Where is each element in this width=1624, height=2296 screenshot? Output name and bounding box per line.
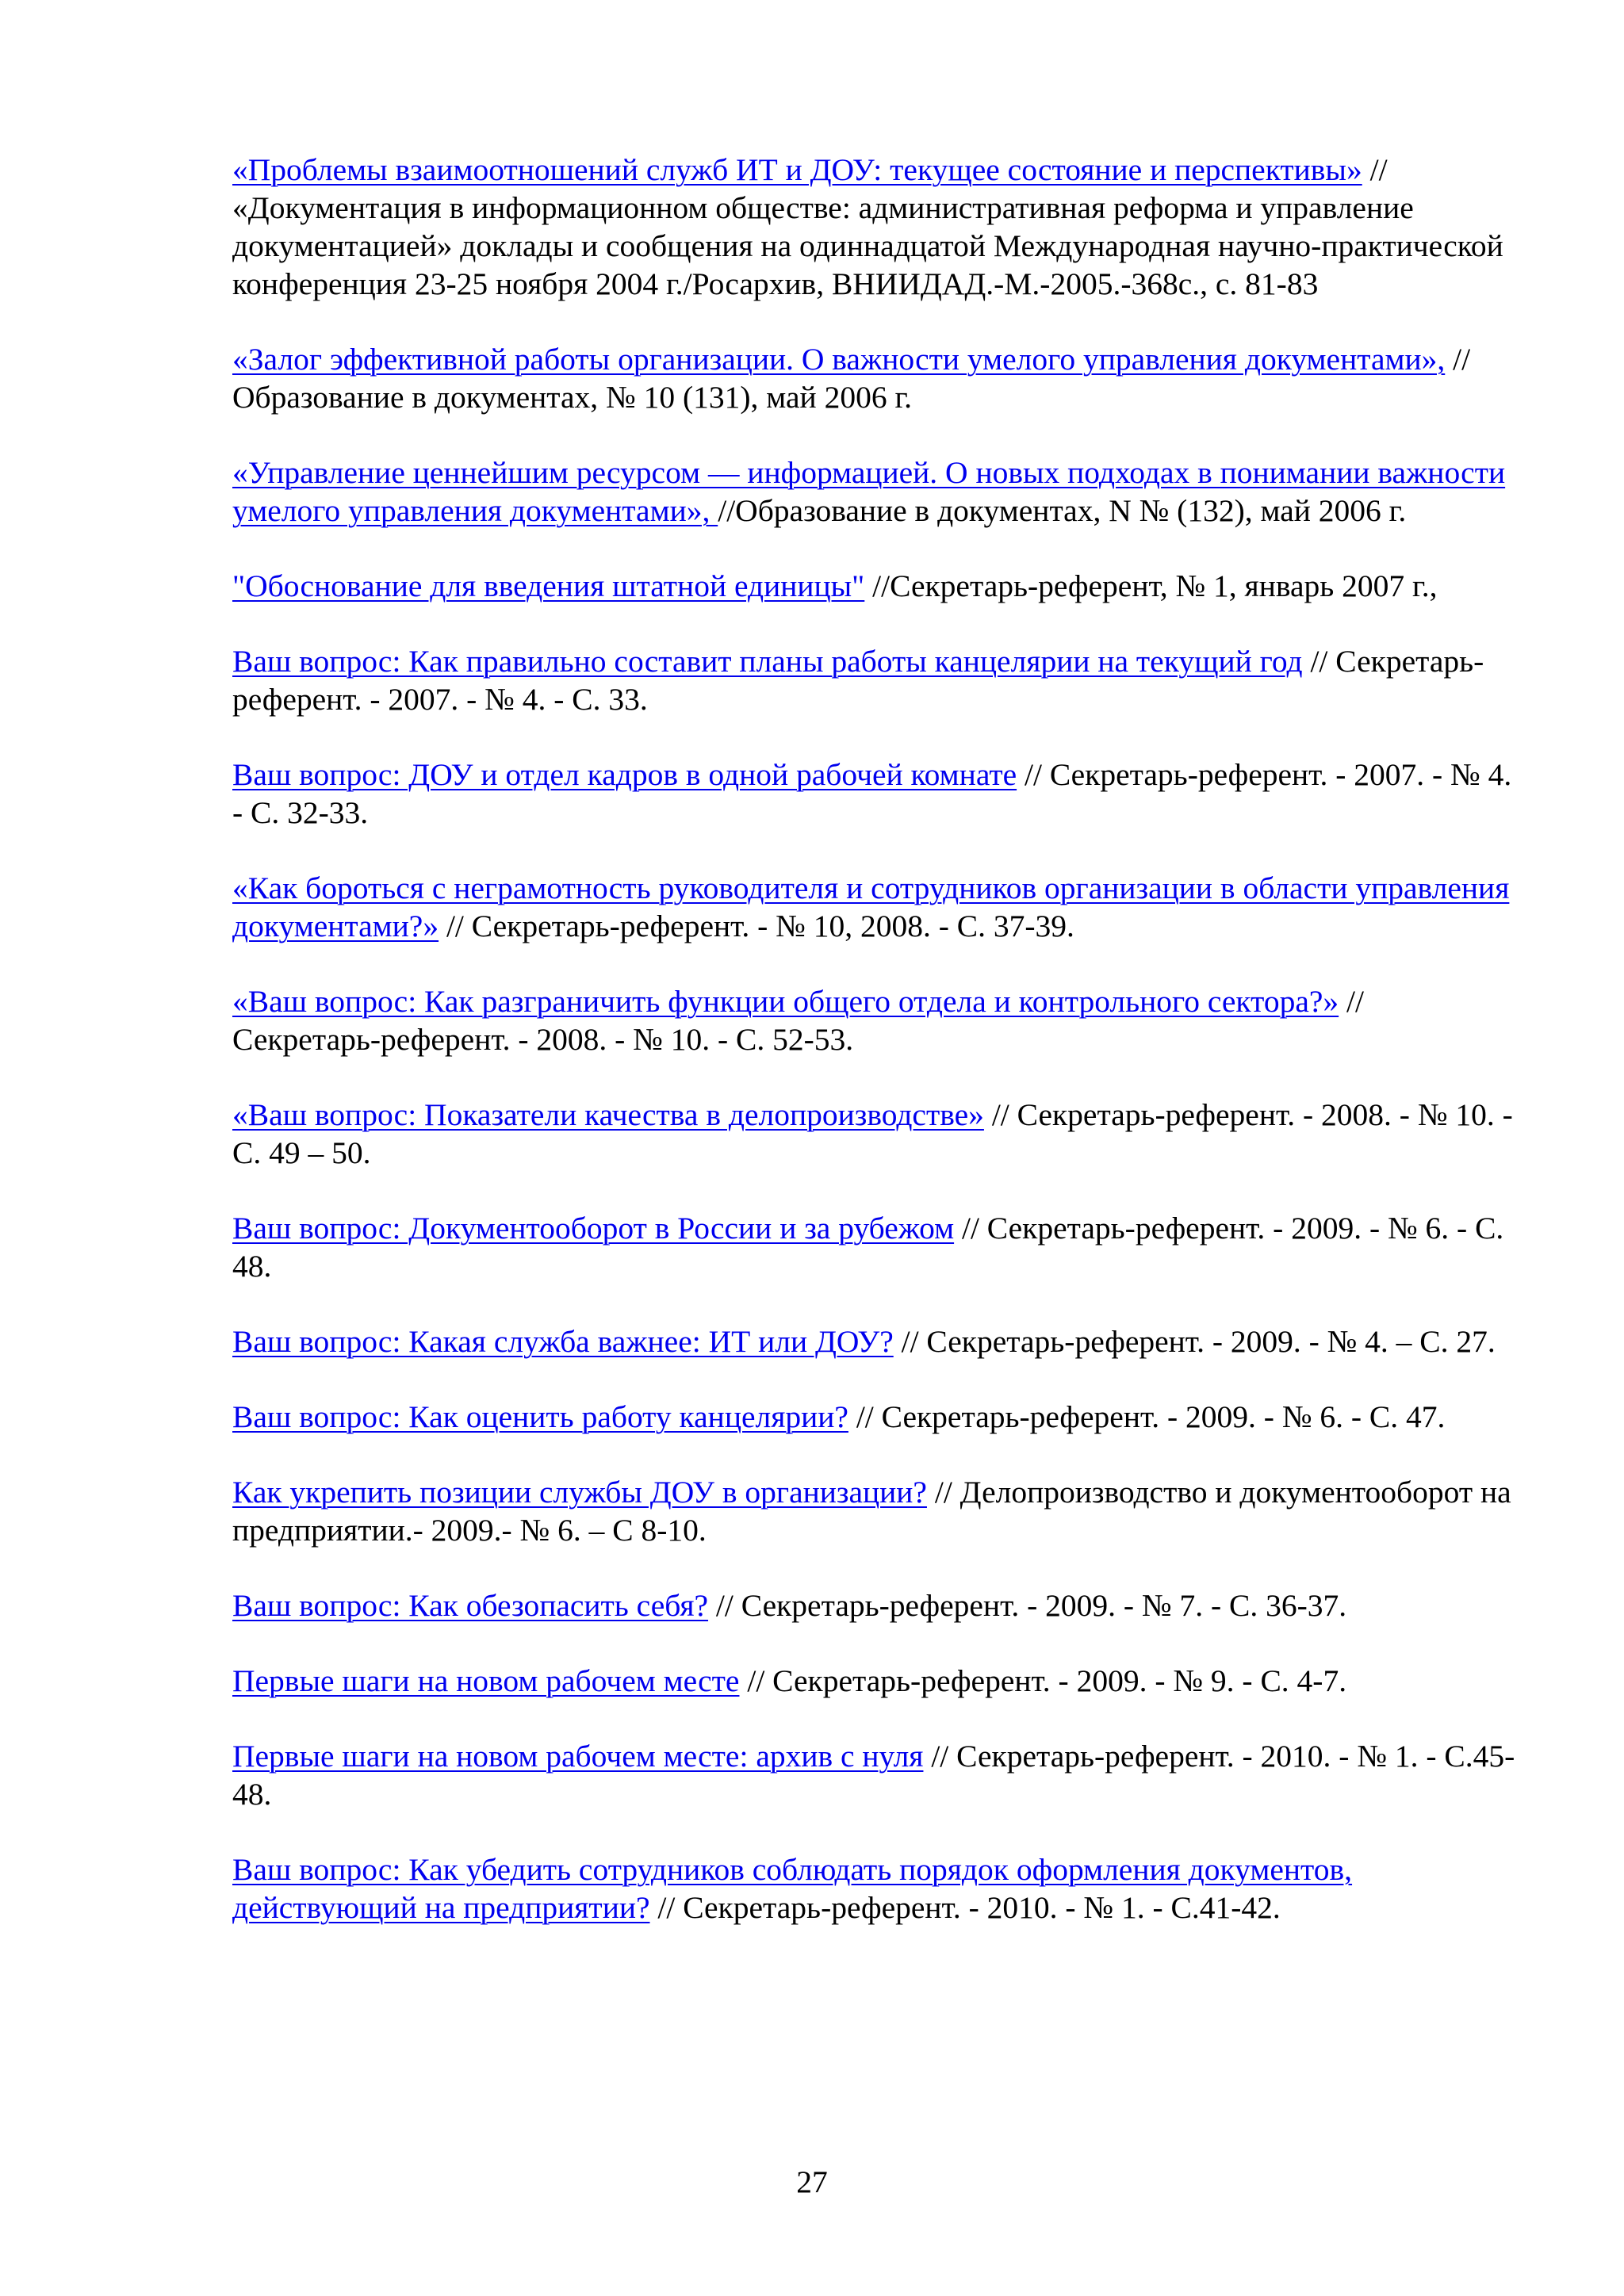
bibliography-entry	[232, 1662, 1517, 1700]
bibliography-entry	[232, 982, 1517, 1058]
entry-citation: // Секретарь-референт. - 2009. - № 7. - С. 36-37.	[708, 1588, 1347, 1623]
entry-link[interactable]: «Как бороться с неграмотность руководителя и сотрудников организации в области управления документами?»	[232, 871, 1510, 943]
bibliography-entry	[232, 1096, 1517, 1172]
entry-link[interactable]: Первые шаги на новом рабочем месте	[232, 1663, 740, 1698]
entry-citation: // Образование в документах, № 10 (131), май 2006 г.	[232, 342, 1471, 415]
entry-citation: // Делопроизводство и документооборот на предприятии.- 2009.- № 6. – С 8-10.	[232, 1475, 1511, 1548]
entry-link[interactable]: Ваш вопрос: Как правильно составит планы работы канцелярии на текущий год	[232, 644, 1303, 679]
entry-link[interactable]: «Ваш вопрос: Как разграничить функции общего отдела и контрольного сектора?»	[232, 984, 1339, 1019]
entry-link[interactable]: Ваш вопрос: ДОУ и отдел кадров в одной рабочей комнате	[232, 757, 1017, 792]
bibliography-entry	[232, 453, 1517, 530]
entry-citation: // Секретарь-референт. - 2009. - № 6. - С. 47.	[848, 1399, 1446, 1434]
bibliography-entry	[232, 340, 1517, 416]
bibliography-entry	[232, 1737, 1517, 1813]
entry-link[interactable]: "Обоснование для введения штатной единицы"	[232, 568, 865, 603]
entry-citation: // Секретарь-референт. - 2010. - № 1. - С.45-48.	[232, 1739, 1515, 1812]
entry-citation: // «Документация в информационном обществе: административная реформа и управление документацией» доклады и сообщения на одиннадцатой Международная научно-практической конференция 23-25 ноября 2004 г./Росархив, ВНИИДАД.-М.-2005.-368с., с. 81-83	[232, 152, 1503, 301]
entry-citation: // Секретарь-референт. - 2008. - № 10. - С. 52-53.	[232, 984, 1364, 1057]
entry-link[interactable]: Ваш вопрос: Как оценить работу канцелярии?	[232, 1399, 848, 1434]
entry-citation: // Секретарь-референт. - 2007. - № 4. - С. 32-33.	[232, 757, 1512, 830]
bibliography-list	[232, 151, 1517, 1964]
entry-link[interactable]: «Ваш вопрос: Показатели качества в делопроизводстве»	[232, 1097, 984, 1132]
bibliography-entry	[232, 567, 1517, 605]
bibliography-entry	[232, 869, 1517, 945]
entry-link[interactable]: Ваш вопрос: Как убедить сотрудников соблюдать порядок оформления документов, действующий на предприятии?	[232, 1852, 1353, 1925]
entry-citation: // Секретарь-референт. - 2010. - № 1. - С.41-42.	[649, 1890, 1281, 1925]
entry-citation: // Секретарь-референт. - 2009. - № 4. – С. 27.	[893, 1324, 1496, 1359]
entry-citation: // Секретарь-референт. - № 10, 2008. - С. 37-39.	[439, 909, 1074, 943]
bibliography-entry	[232, 1473, 1517, 1549]
entry-link[interactable]: Как укрепить позиции службы ДОУ в организации?	[232, 1475, 927, 1510]
bibliography-entry	[232, 1209, 1517, 1285]
entry-link[interactable]: Ваш вопрос: Какая служба важнее: ИТ или ДОУ?	[232, 1324, 894, 1359]
bibliography-entry	[232, 151, 1517, 303]
page-number: 27	[796, 2164, 828, 2199]
bibliography-entry	[232, 1322, 1517, 1360]
entry-citation: //Образование в документах, N № (132), май 2006 г.	[718, 493, 1407, 528]
entry-citation: // Секретарь-референт. - 2007. - № 4. - С. 33.	[232, 644, 1484, 717]
entry-citation: // Секретарь-референт. - 2009. - № 9. - С. 4-7.	[739, 1663, 1347, 1698]
entry-link[interactable]: Ваш вопрос: Как обезопасить себя?	[232, 1588, 709, 1623]
bibliography-entry	[232, 642, 1517, 718]
bibliography-entry	[232, 1586, 1517, 1624]
bibliography-entry	[232, 1850, 1517, 1927]
entry-citation: //Секретарь-референт, № 1, январь 2007 г.,	[864, 568, 1438, 603]
entry-link[interactable]: Первые шаги на новом рабочем месте: архив с нуля	[232, 1739, 924, 1774]
entry-link[interactable]: Ваш вопрос: Документооборот в России и за рубежом	[232, 1211, 955, 1246]
entry-citation: // Секретарь-референт. - 2009. - № 6. - С. 48.	[232, 1211, 1504, 1284]
bibliography-entry	[232, 1398, 1517, 1436]
entry-link[interactable]: «Залог эффективной работы организации. О важности умелого управления документами»,	[232, 342, 1446, 377]
entry-link[interactable]: «Управление ценнейшим ресурсом — информацией. О новых подходах в понимании важности умелого управления документами»,	[232, 455, 1506, 528]
entry-link[interactable]: «Проблемы взаимоотношений служб ИТ и ДОУ: текущее состояние и перспективы»	[232, 152, 1362, 187]
bibliography-entry	[232, 756, 1517, 832]
entry-citation: // Секретарь-референт. - 2008. - № 10. - С. 49 – 50.	[232, 1097, 1513, 1170]
